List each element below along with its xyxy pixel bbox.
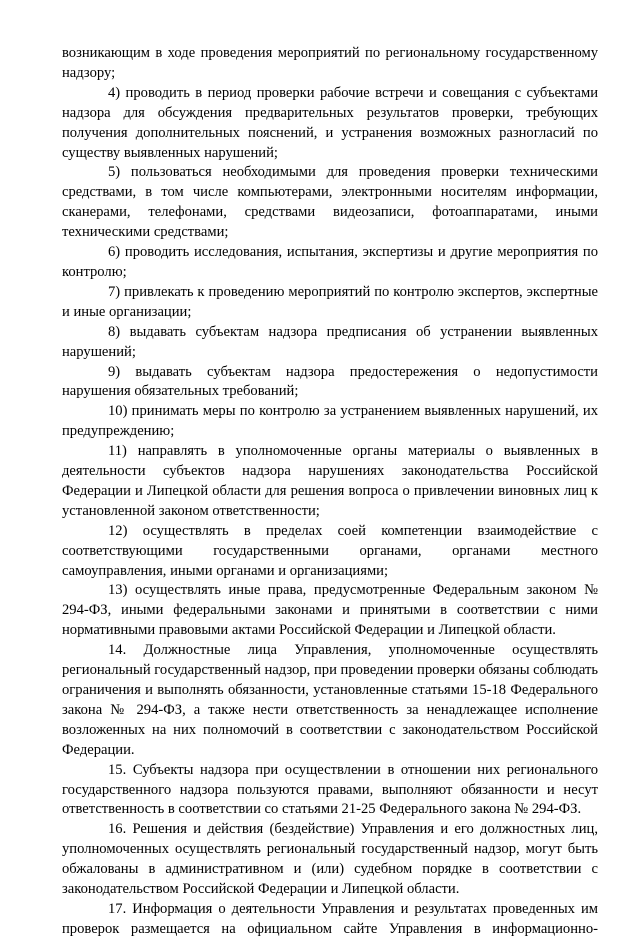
paragraph-item-12: 12) осуществлять в пределах соей компетенции взаимодействие с соответствующими государственными органами, органами местного самоуправления, иными органами и организациями; [62, 522, 598, 579]
paragraph-item-8: 8) выдавать субъектам надзора предписания об устранении выявленных нарушений; [62, 323, 598, 360]
paragraph-section-14: 14. Должностные лица Управления, уполномоченные осуществлять региональный государственный надзор, при проведении проверки обязаны соблюдать ограничения и выполнять обязанности, установленные статьями 15-18 Федерального закона № 294-ФЗ, а также нести ответственность за ненадлежащее исполнение возложенных на них полномочий в соответствии с законодательством Российской Федерации. [62, 642, 598, 758]
paragraph-item-5: 5) пользоваться необходимыми для проведения проверки техническими средствами, в том числе компьютерами, электронными носителям информации, сканерами, телефонами, средствами видеозаписи, фотоаппаратами, иными техническими средствами; [62, 164, 598, 241]
paragraph-item-4: 4) проводить в период проверки рабочие встречи и совещания с субъектами надзора для обсуждения предварительных результатов проверки, требующих получения дополнительных пояснений, и устранения возможных разногласий по существу выявленных нарушений; [62, 84, 598, 161]
paragraph-section-15: 15. Субъекты надзора при осуществлении в отношении них регионального государственного надзора пользуются правами, выполняют обязанности и несут ответственность в соответствии со статьями 21-25 Федерального закона № 294-ФЗ. [62, 761, 598, 818]
paragraph-item-9: 9) выдавать субъектам надзора предостережения о недопустимости нарушения обязательных требований; [62, 363, 598, 400]
paragraph-item-7: 7) привлекать к проведению мероприятий по контролю экспертов, экспертные и иные организации; [62, 283, 598, 320]
paragraph-item-10: 10) принимать меры по контролю за устранением выявленных нарушений, их предупреждению; [62, 403, 598, 440]
paragraph-item-13: 13) осуществлять иные права, предусмотренные Федеральным законом № 294-ФЗ, иными федеральными законами и принятыми в соответствии с ними нормативными правовыми актами Российской Федерации и Липецкой области. [62, 582, 598, 639]
document-page [62, 44, 598, 940]
paragraph-item-6: 6) проводить исследования, испытания, экспертизы и другие мероприятия по контролю; [62, 244, 598, 280]
paragraph-section-16: 16. Решения и действия (бездействие) Управления и его должностных лиц, уполномоченных осуществлять региональный государственный надзор, могут быть обжалованы в административном и (или) судебном порядке в соответствии с законодательством Российской Федерации и Липецкой области. [62, 821, 598, 898]
paragraph-section-17: 17. Информация о деятельности Управления и результатах проведенных им проверок размещается на официальном сайте Управления в информационно- [62, 900, 598, 937]
paragraph-continuation: возникающим в ходе проведения мероприятий по региональному государственному надзору; [62, 45, 598, 81]
paragraph-item-11: 11) направлять в уполномоченные органы материалы о выявленных в деятельности субъектов надзора нарушениях законодательства Российской Федерации и Липецкой области для решения вопроса о привлечении виновных лиц к установленной законом ответственности; [62, 443, 598, 519]
